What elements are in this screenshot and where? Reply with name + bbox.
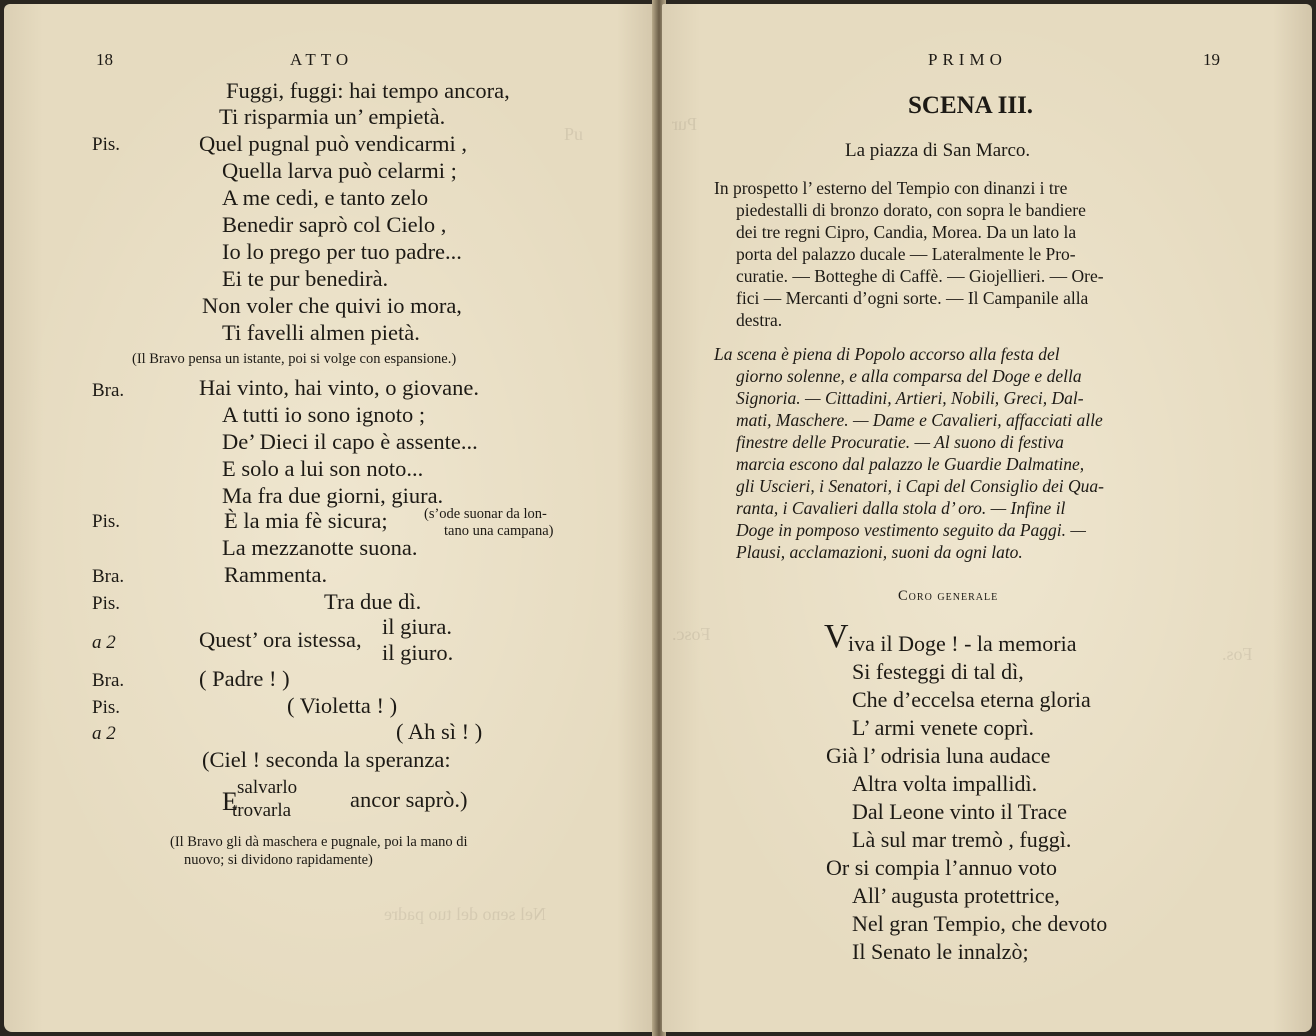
drop-cap: V	[824, 618, 849, 655]
verse-line: ( Ah sì ! )	[396, 719, 483, 744]
verse-line: Hai vinto, hai vinto, o giovane.	[199, 375, 479, 400]
speaker-label: a 2	[92, 723, 116, 744]
running-header-right: PRIMO	[928, 50, 1007, 69]
verse-line: Nel gran Tempio, che devoto	[852, 911, 1108, 936]
verse-line: Ma fra due giorni, giura.	[222, 483, 444, 508]
verse-line: Benedir saprò col Cielo ,	[222, 212, 447, 237]
speaker-label: Pis.	[92, 697, 120, 718]
stage-direction-line: marcia escono dal palazzo le Guardie Dalmatine,	[736, 454, 1085, 474]
verse-line: Rammenta.	[224, 562, 328, 587]
stage-direction-line: mati, Maschere. — Dame e Cavalieri, affacciati alle	[736, 410, 1103, 430]
verse-line: Ei te pur benedirà.	[222, 266, 389, 291]
scene-description-line: In prospetto l’ esterno del Tempio con dinanzi i tre	[714, 178, 1068, 198]
verse-line: Non voler che quivi io mora,	[202, 293, 462, 318]
verse-line: ( Violetta ! )	[287, 693, 398, 718]
verse-line: La mezzanotte suona.	[222, 535, 418, 560]
page-number-left: 18	[96, 50, 113, 69]
running-header-left: ATTO	[290, 50, 354, 69]
stage-direction: tano una campana)	[444, 523, 554, 539]
verse-line: Io lo prego per tuo padre...	[222, 239, 462, 264]
scene-description-line: dei tre regni Cipro, Candia, Morea. Da un lato la	[736, 222, 1077, 242]
page-number-right: 19	[1203, 50, 1220, 69]
chorus-label: Coro generale	[898, 588, 999, 604]
stage-direction-line: Plausi, acclamazioni, suoni da ogni lato.	[736, 542, 1023, 562]
scene-description-line: curatie. — Botteghe di Caffè. — Giojellieri. — Ore-	[736, 266, 1104, 286]
stage-direction-line: ranta, i Cavalieri dalla stola d’ oro. — Infine il	[736, 498, 1066, 518]
verse-line: ancor saprò.)	[350, 787, 468, 812]
verse-line: trovarla	[232, 800, 292, 821]
verse-line: Altra volta impallidì.	[852, 771, 1038, 796]
verse-line: Quella larva può celarmi ;	[222, 158, 457, 183]
verse-line: Che d’eccelsa eterna gloria	[852, 687, 1091, 712]
speaker-label: Pis.	[92, 511, 120, 532]
stage-direction: (s’ode suonar da lon-	[424, 506, 547, 522]
verse-line: il giuro.	[382, 640, 454, 665]
verse-line: (Ciel ! seconda la speranza:	[202, 747, 451, 772]
speaker-label: Pis.	[92, 134, 120, 155]
verse-line: ( Padre ! )	[199, 666, 290, 691]
speaker-label: Bra.	[92, 566, 125, 587]
verse-line: Già l’ odrisia luna audace	[826, 743, 1051, 768]
verse-line: il giura.	[382, 614, 452, 639]
speaker-label: a 2	[92, 632, 116, 653]
verse-line: Quest’ ora istessa,	[199, 627, 362, 652]
stage-direction-line: gli Uscieri, i Senatori, i Capi del Consiglio dei Qua-	[736, 476, 1104, 496]
verse-line: A tutti io sono ignoto ;	[222, 402, 426, 427]
verse-line: È la mia fè sicura;	[224, 508, 388, 533]
speaker-label: Bra.	[92, 670, 125, 691]
stage-direction-line: La scena è piena di Popolo accorso alla festa del	[714, 344, 1060, 364]
speaker-label: Bra.	[92, 380, 125, 401]
scene-description-line: piedestalli di bronzo dorato, con sopra le bandiere	[736, 200, 1086, 220]
verse-line: Ti favelli almen pietà.	[222, 320, 420, 345]
verse-line: E	[222, 787, 238, 816]
verse-line: E solo a lui son noto...	[222, 456, 424, 481]
verse-line: Or si compia l’annuo voto	[826, 855, 1057, 880]
verse-line: salvarlo	[237, 777, 298, 798]
verse-line: De’ Dieci il capo è assente...	[222, 429, 478, 454]
stage-direction: (Il Bravo pensa un istante, poi si volge con espansione.)	[132, 351, 457, 367]
speaker-label: Pis.	[92, 593, 120, 614]
verse-line: Là sul mar tremò , fuggì.	[852, 827, 1072, 852]
verse-line: All’ augusta protettrice,	[852, 883, 1060, 908]
stage-direction: nuovo; si dividono rapidamente)	[184, 852, 373, 868]
verse-line: Fuggi, fuggi: hai tempo ancora,	[226, 78, 510, 103]
stage-direction: (Il Bravo gli dà maschera e pugnale, poi la mano di	[170, 834, 468, 850]
scene-description-line: porta del palazzo ducale — Lateralmente le Pro-	[736, 244, 1076, 264]
verse-line: Si festeggi di tal dì,	[852, 659, 1024, 684]
stage-direction-line: giorno solenne, e alla comparsa del Doge e della	[736, 366, 1082, 386]
scene-title: SCENA III.	[908, 92, 1034, 119]
verse-line: Il Senato le innalzò;	[852, 939, 1029, 964]
stage-direction-line: Doge in pomposo vestimento seguito da Paggi. —	[736, 520, 1086, 540]
stage-direction-line: Signoria. — Cittadini, Artieri, Nobili, Greci, Dal-	[736, 388, 1084, 408]
verse-line: Dal Leone vinto il Trace	[852, 799, 1068, 824]
verse-line: iva il Doge ! - la memoria	[848, 631, 1077, 656]
scene-description-line: destra.	[736, 310, 783, 330]
right-page: PRIMO 19 SCENA III. La piazza di San Marco. In prospetto l’ esterno del Tempio con dinanzi i tre piedestalli di bronzo dorato, con sopra le bandiere dei tre regni Cipro, Candia, Morea. Da un lato la porta del palazzo ducale — Lateralmente le Pro- curatie. — Botteghe di Caffè. — Giojellieri. — Ore- fici — Mercanti d’ogni sorte. — Il Campanile alla destra. La scena è piena di Popolo accorso alla festa del giorno solenne, e alla comparsa del Doge e della Signoria. — Cittadini, Artieri, Nobili, Greci, Dal- mati, Maschere. — Dame e Cavalieri, affacciati alle finestre delle Procuratie. — Al suono di festiva marcia escono dal palazzo le Guardie Dalmatine, gli Uscieri, i Senatori, i Capi del Consiglio dei Qua- ranta, i Cavalieri dalla stola d’ oro. — Infine il Doge in pomposo vestimento seguito da Paggi. — Plausi, acclamazioni, suoni da ogni lato. Coro generale V iva il Doge ! - la memoria Si festeggi di tal dì, Che d’eccelsa eterna gloria L’ armi venete coprì. Già l’ odrisia luna audace Altra volta impallidì. Dal Leone vinto il Trace Là sul mar tremò , fuggì. Or si compia l’annuo voto All’ augusta protettrice, Nel gran Tempio, che devoto Il Senato le innalzò; Pur Fosc. Fos.	[662, 4, 1312, 1032]
scene-description-line: fici — Mercanti d’ogni sorte. — Il Campanile alla	[736, 288, 1089, 308]
verse-line: Ti risparmia un’ empietà.	[219, 104, 446, 129]
verse-line: Tra due dì.	[324, 589, 422, 614]
verse-line: A me cedi, e tanto zelo	[222, 185, 429, 210]
stage-direction-line: finestre delle Procuratie. — Al suono di festiva	[736, 432, 1064, 452]
verse-line: Quel pugnal può vendicarmi ,	[199, 131, 468, 156]
scene-place: La piazza di San Marco.	[845, 140, 1031, 161]
verse-line: L’ armi venete coprì.	[852, 715, 1035, 740]
left-page: 18 ATTO Fuggi, fuggi: hai tempo ancora, Ti risparmia un’ empietà. Pis. Quel pugnal può vendicarmi , Quella larva può celarmi ; A me cedi, e tanto zelo Benedir saprò col Cielo , Io lo prego per tuo padre... Ei te pur benedirà. Non voler che quivi io mora, Ti favelli almen pietà. (Il Bravo pensa un istante, poi si volge con espansione.) Bra. Hai vinto, hai vinto, o giovane. A tutti io sono ignoto ; De’ Dieci il capo è assente... E solo a lui son noto... Ma fra due giorni, giura. Pis. È la mia fè sicura; (s’ode suonar da lon- tano una campana) La mezzanotte suona. Bra. Rammenta. Pis. Tra due dì. a 2 Quest’ ora istessa, il giura. il giuro. Bra. ( Padre ! ) Pis. ( Violetta ! ) a 2 ( Ah sì ! ) (Ciel ! seconda la speranza: E salvarlo trovarla ancor saprò.) (Il Bravo gli dà maschera e pugnale, poi la mano di nuovo; si dividono rapidamente) Pu Nel seno del tuo padre	[4, 4, 656, 1032]
